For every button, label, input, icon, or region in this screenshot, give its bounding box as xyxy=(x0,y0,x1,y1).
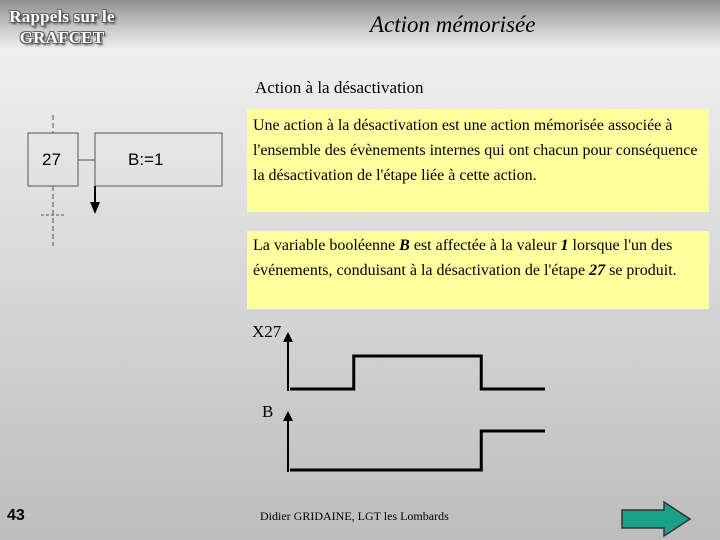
x27-axis-arrow xyxy=(283,332,293,342)
value-one: 1 xyxy=(560,237,569,254)
definition-box xyxy=(247,109,709,212)
definition-text: Une action à la désactivation est une action mémorisée associée à l'ensemble des évènements internes qui ont chacun pour conséquence la désactivation de l'étape liée à cette action. xyxy=(253,117,698,184)
signal-traces xyxy=(290,356,545,470)
page-number: 43 xyxy=(7,507,25,524)
step-reference: 27 xyxy=(589,262,606,279)
variable-b: B xyxy=(399,237,410,254)
course-title: Rappels sur le GRAFCET xyxy=(9,7,115,47)
step-number: 27 xyxy=(42,150,61,169)
b-label: B xyxy=(262,402,274,421)
section-heading: Action à la désactivation xyxy=(255,78,424,97)
footer-author: Didier GRIDAINE, LGT les Lombards xyxy=(260,509,449,523)
next-slide-button[interactable] xyxy=(620,500,692,538)
signal-trace-b xyxy=(290,431,545,470)
explanation-part2: est affectée à la valeur xyxy=(409,237,561,254)
signal-trace-x27 xyxy=(290,356,545,389)
explanation-part4: se produit. xyxy=(605,262,677,279)
explanation-part1: La variable booléenne xyxy=(253,237,400,254)
explanation-part3: lorsque l'un des événements, conduisant à la désactivation de l'étape xyxy=(253,237,673,279)
explanation-box xyxy=(247,231,709,309)
slide-title: Action mémorisée xyxy=(370,12,536,37)
next-arrow-icon xyxy=(622,502,690,536)
b-axis-arrow xyxy=(283,411,293,421)
deactivation-arrow-head xyxy=(90,202,100,214)
action-label: B:=1 xyxy=(128,150,164,169)
x27-label: X27 xyxy=(252,322,282,341)
